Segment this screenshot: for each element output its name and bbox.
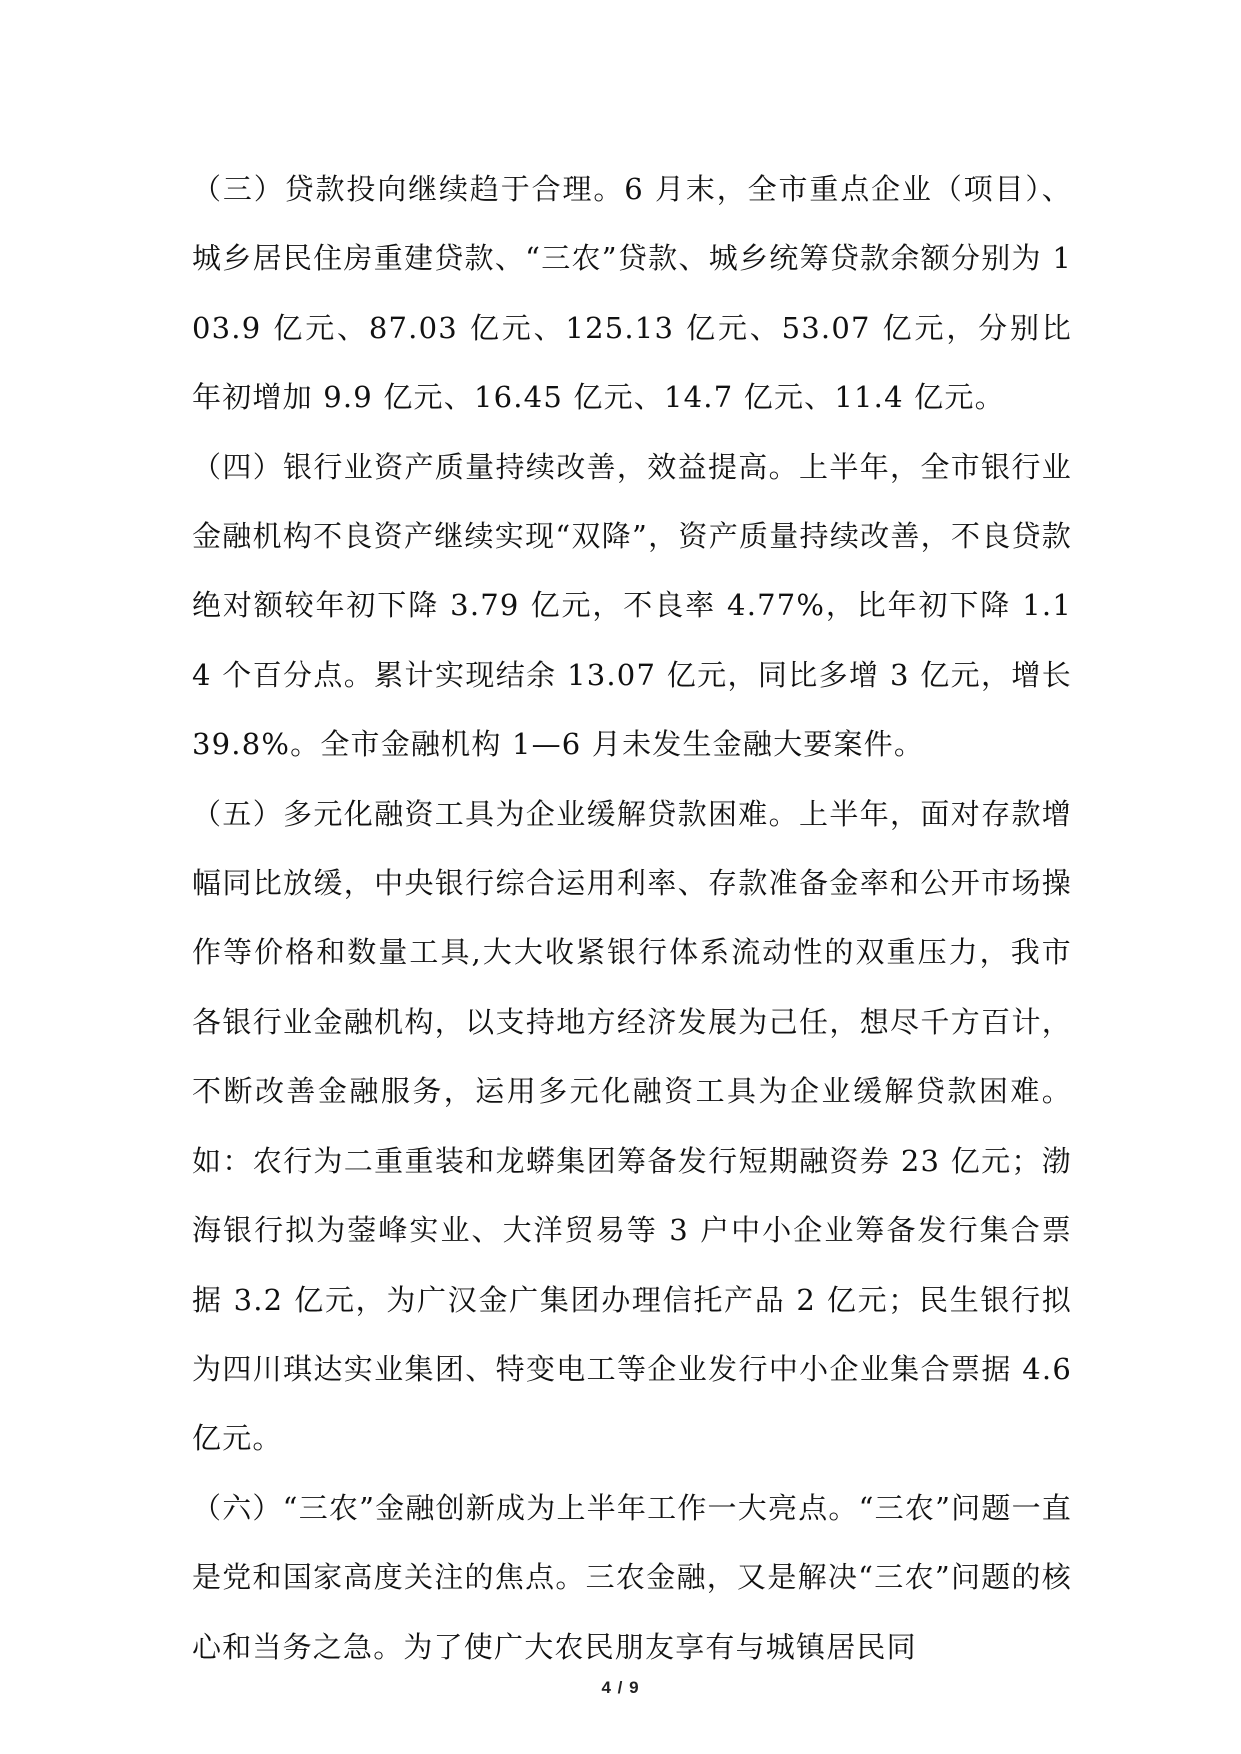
- paragraph-financing-tools: （五）多元化融资工具为企业缓解贷款困难。上半年，面对存款增幅同比放缓，中央银行综合运用利率、存款准备金率和公开市场操作等价格和数量工具,大大收紧银行体系流动性的双重压力，我市各银行业金融机构，以支持地方经济发展为己任，想尽千方百计，不断改善金融服务，运用多元化融资工具为企业缓解贷款困难。如：农行为二重重装和龙蟒集团筹备发行短期融资券 23 亿元；渤海银行拟为蓥峰实业、大洋贸易等 3 户中小企业筹备发行集合票据 3.2 亿元，为广汉金广集团办理信托产品 2 亿元；民生银行拟为四川琪达实业集团、特变电工等企业发行中小企业集合票据 4.6 亿元。: [192, 796, 1072, 1456]
- page-number: 4 / 9: [601, 1678, 640, 1697]
- paragraph-rural-finance: （六）“三农”金融创新成为上半年工作一大亮点。“三农”问题一直是党和国家高度关注的焦点。三农金融，又是解决“三农”问题的核心和当务之急。为了使广大农民朋友享有与城镇居民同: [192, 1490, 1072, 1664]
- paragraph-loan-allocation: （三）贷款投向继续趋于合理。6 月末，全市重点企业（项目）、城乡居民住房重建贷款、“三农”贷款、城乡统筹贷款余额分别为 103.9 亿元、87.03 亿元、125.13 亿元、53.07 亿元，分别比年初增加 9.9 亿元、16.45 亿元、14.7 亿元、11.4 亿元。: [192, 172, 1072, 415]
- document-body: [192, 155, 1072, 1682]
- paragraph-asset-quality: （四）银行业资产质量持续改善，效益提高。上半年，全市银行业金融机构不良资产继续实现“双降”，资产质量持续改善，不良贷款绝对额较年初下降 3.79 亿元，不良率 4.77%，比年初下降 1.14 个百分点。累计实现结余 13.07 亿元，同比多增 3 亿元，增长 39.8%。全市金融机构 1—6 月未发生金融大要案件。: [192, 449, 1072, 762]
